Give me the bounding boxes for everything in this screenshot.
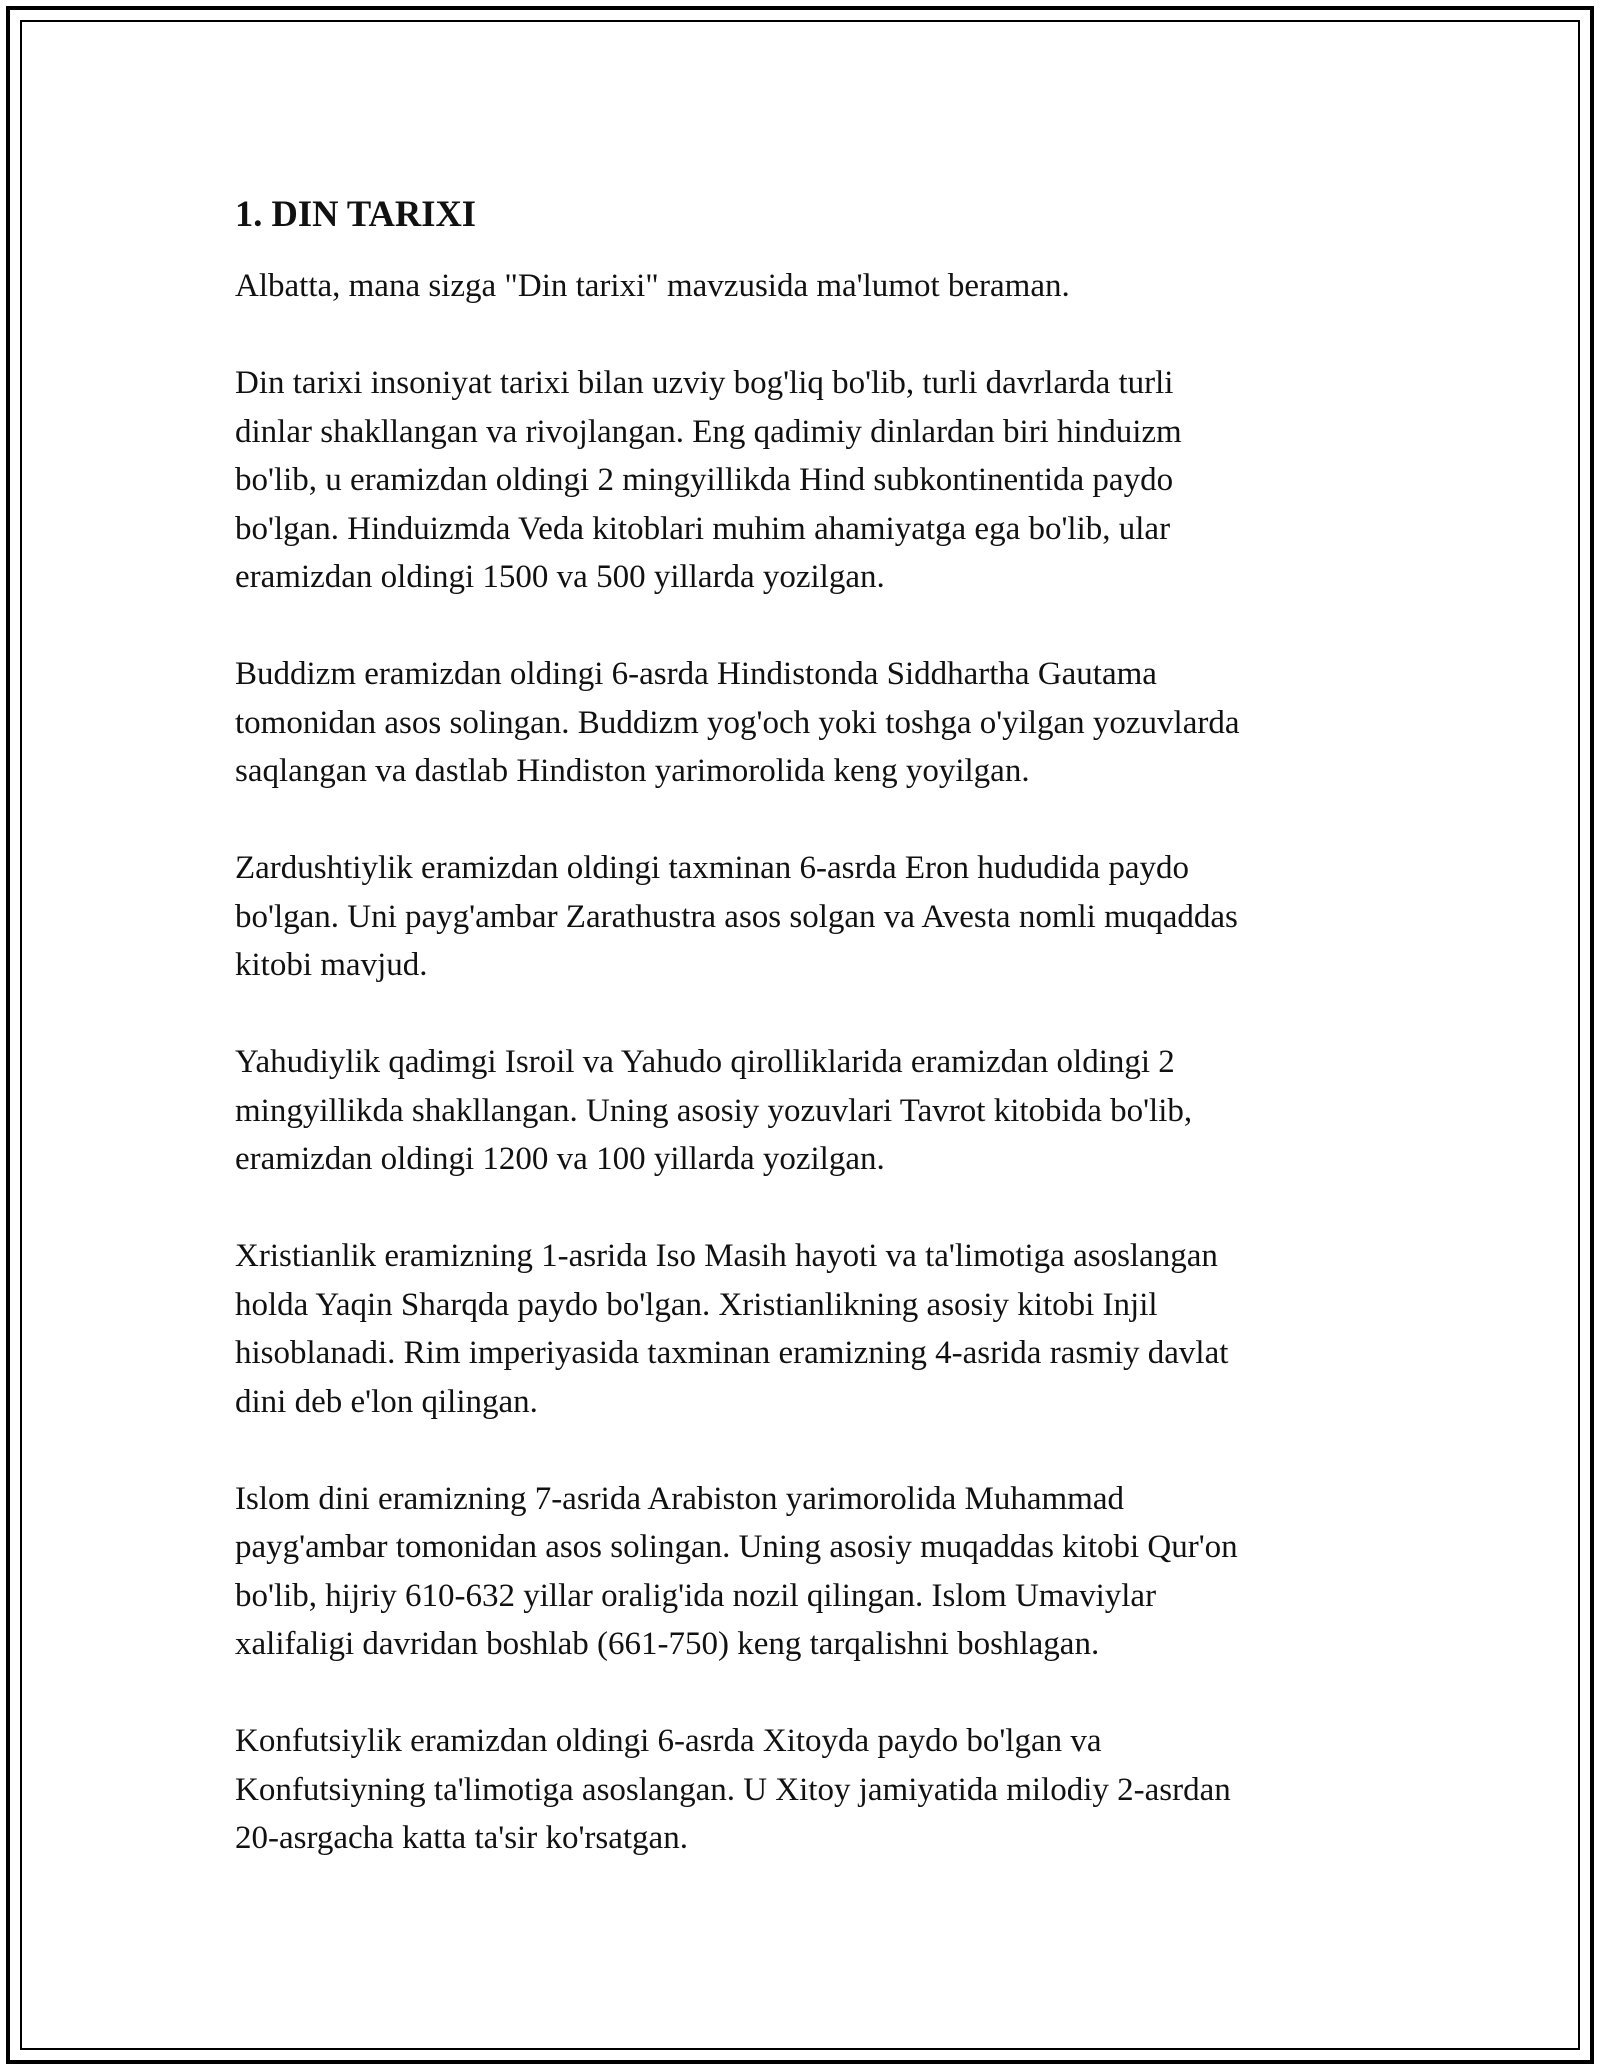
paragraph-line: eramizdan oldingi 1200 va 100 yillarda yozilgan. — [235, 1141, 885, 1177]
paragraph-line: hisoblanadi. Rim imperiyasida taxminan eramizning 4-asrida rasmiy davlat — [235, 1335, 1229, 1371]
paragraph-line: kitobi mavjud. — [235, 947, 428, 983]
paragraph-line: Xristianlik eramizning 1-asrida Iso Masih hayoti va ta'limotiga asoslangan — [235, 1238, 1218, 1274]
paragraph-yahudiylik — [235, 1038, 1375, 1184]
paragraph-line: Zardushtiylik eramizdan oldingi taxminan 6-asrda Eron hududida paydo — [235, 850, 1190, 886]
paragraph-line: eramizdan oldingi 1500 va 500 yillarda yozilgan. — [235, 559, 885, 595]
paragraph-line: xalifaligi davridan boshlab (661-750) keng tarqalishni boshlagan. — [235, 1626, 1100, 1662]
paragraph-din-tarixi — [235, 359, 1375, 602]
paragraph-zardushtiylik — [235, 844, 1375, 990]
paragraph-line: dinlar shakllangan va rivojlangan. Eng qadimiy dinlardan biri hinduizm — [235, 413, 1182, 450]
paragraph-line: mingyillikda shakllangan. Uning asosiy yozuvlari Tavrot kitobida bo'lib, — [235, 1092, 1193, 1129]
paragraph-islom — [235, 1475, 1375, 1669]
paragraph-line: Buddizm eramizdan oldingi 6-asrda Hindistonda Siddhartha Gautama — [235, 656, 1157, 692]
paragraph-line: saqlangan va dastlab Hindiston yarimorolida keng yoyilgan. — [235, 753, 1030, 789]
paragraph-line: bo'lib, u eramizdan oldingi 2 mingyillikda Hind subkontinentida paydo — [235, 462, 1174, 498]
paragraph-line: dini deb e'lon qilingan. — [235, 1383, 538, 1420]
paragraph-line: tomonidan asos solingan. Buddizm yog'och yoki toshga o'yilgan yozuvlarda — [235, 704, 1240, 741]
paragraph-line: bo'lib, hijriy 610-632 yillar oralig'ida nozil qilingan. Islom Umaviylar — [235, 1577, 1157, 1614]
paragraph-konfutsiylik — [235, 1717, 1375, 1863]
paragraph-line: bo'lgan. Uni payg'ambar Zarathustra asos solgan va Avesta nomli muqaddas — [235, 898, 1238, 935]
paragraph-xristianlik — [235, 1232, 1375, 1426]
paragraph-line: bo'lgan. Hinduizmda Veda kitoblari muhim ahamiyatga ega bo'lib, ular — [235, 510, 1171, 547]
paragraph-line: Konfutsiylik eramizdan oldingi 6-asrda Xitoyda paydo bo'lgan va — [235, 1723, 1102, 1759]
paragraph-line: Konfutsiyning ta'limotiga asoslangan. U Xitoy jamiyatida milodiy 2-asrdan — [235, 1771, 1231, 1808]
paragraph-line: payg'ambar tomonidan asos solingan. Uning asosiy muqaddas kitobi Qur'on — [235, 1529, 1238, 1565]
paragraph-line: Din tarixi insoniyat tarixi bilan uzviy bog'liq bo'lib, turli davrlarda turli — [235, 365, 1174, 401]
paragraph-line: Islom dini eramizning 7-asrida Arabiston yarimorolida Muhammad — [235, 1480, 1124, 1517]
paragraph-intro — [235, 262, 1375, 311]
paragraph-buddizm — [235, 650, 1375, 796]
paragraph-line: holda Yaqin Sharqda paydo bo'lgan. Xristianlikning asosiy kitobi Injil — [235, 1286, 1158, 1323]
paragraph-line: Yahudiylik qadimgi Isroil va Yahudo qirolliklarida eramizdan oldingi 2 — [235, 1044, 1175, 1080]
paragraph-line: Albatta, mana sizga "Din tarixi" mavzusida ma'lumot beraman. — [235, 268, 1070, 304]
document-body — [235, 190, 1375, 1863]
paragraph-line: 20-asrgacha katta ta'sir ko'rsatgan. — [235, 1820, 688, 1856]
document-title: 1. DIN TARIXI — [235, 193, 477, 234]
